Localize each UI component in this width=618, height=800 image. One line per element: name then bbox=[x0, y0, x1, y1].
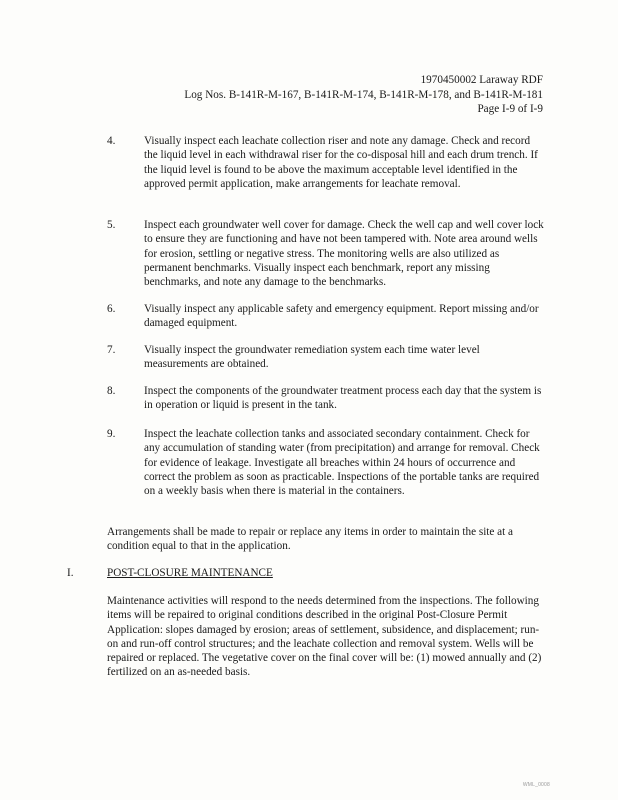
list-item-number: 6. bbox=[107, 303, 116, 315]
section-title: POST-CLOSURE MAINTENANCE bbox=[107, 567, 273, 579]
list-item-text: Inspect the components of the groundwater treatment process each day that the system is in operation or liquid is present in the tank. bbox=[144, 385, 542, 412]
list-item-text: Visually inspect the groundwater remediation system each time water level measurements are obtained. bbox=[144, 344, 480, 371]
list-item-number: 8. bbox=[107, 385, 116, 397]
header-page-number: Page I-9 of I-9 bbox=[477, 103, 543, 115]
list-item-number: 5. bbox=[107, 219, 116, 231]
list-item-number: 7. bbox=[107, 344, 116, 356]
page-header bbox=[184, 73, 543, 117]
list-item-text: Visually inspect each leachate collection riser and note any damage. Check and record the liquid level in each withdrawal riser for the co-disposal hill and each drum trench. If the liquid level is found to be above the maximum acceptable level identified in the approved permit application, make arrangements for leachate removal. bbox=[144, 135, 538, 190]
section-body-paragraph: Maintenance activities will respond to the needs determined from the inspections. The following items will be repaired to original conditions described in the original Post-Closure Permit Application: slopes damaged by erosion; areas of settlement, subsidence, and displacement; run-on and run-off control structures; and the leachate collection and removal system. Wells will be repaired or replaced. The vegetative cover on the final cover will be: (1) mowed annually and (2) fertilized on an as-needed basis. bbox=[107, 595, 542, 679]
list-item-number: 9. bbox=[107, 428, 116, 440]
header-log-numbers: Log Nos. B-141R-M-167, B-141R-M-174, B-141R-M-178, and B-141R-M-181 bbox=[184, 88, 543, 101]
bates-stamp: WML_0008 bbox=[522, 782, 550, 788]
list-item-text: Inspect the leachate collection tanks and associated secondary containment. Check for any accumulation of standing water (from precipitation) and arrange for removal. Check for evidence of leakage. Investigate all breaches within 24 hours of occurrence and correct the problem as soon as practicable. Inspections of the portable tanks are required on a weekly basis when there is material in the containers. bbox=[144, 428, 540, 498]
section-letter: I. bbox=[67, 567, 74, 579]
list-item-text: Visually inspect any applicable safety and emergency equipment. Report missing and/or damaged equipment. bbox=[144, 303, 539, 330]
arrangements-paragraph: Arrangements shall be made to repair or replace any items in order to maintain the site at a condition equal to that in the application. bbox=[107, 526, 514, 553]
list-item-text: Inspect each groundwater well cover for damage. Check the well cap and well cover lock to ensure they are functioning and have not been tampered with. Note area around wells for erosion, settling or negative stress. The monitoring wells are also utilized as permanent benchmarks. Visually inspect each benchmark, report any missing benchmarks, and note any damage to the benchmarks. bbox=[144, 219, 544, 289]
list-item-number: 4. bbox=[107, 135, 116, 147]
header-id-line: 1970450002 Laraway RDF bbox=[420, 74, 543, 86]
